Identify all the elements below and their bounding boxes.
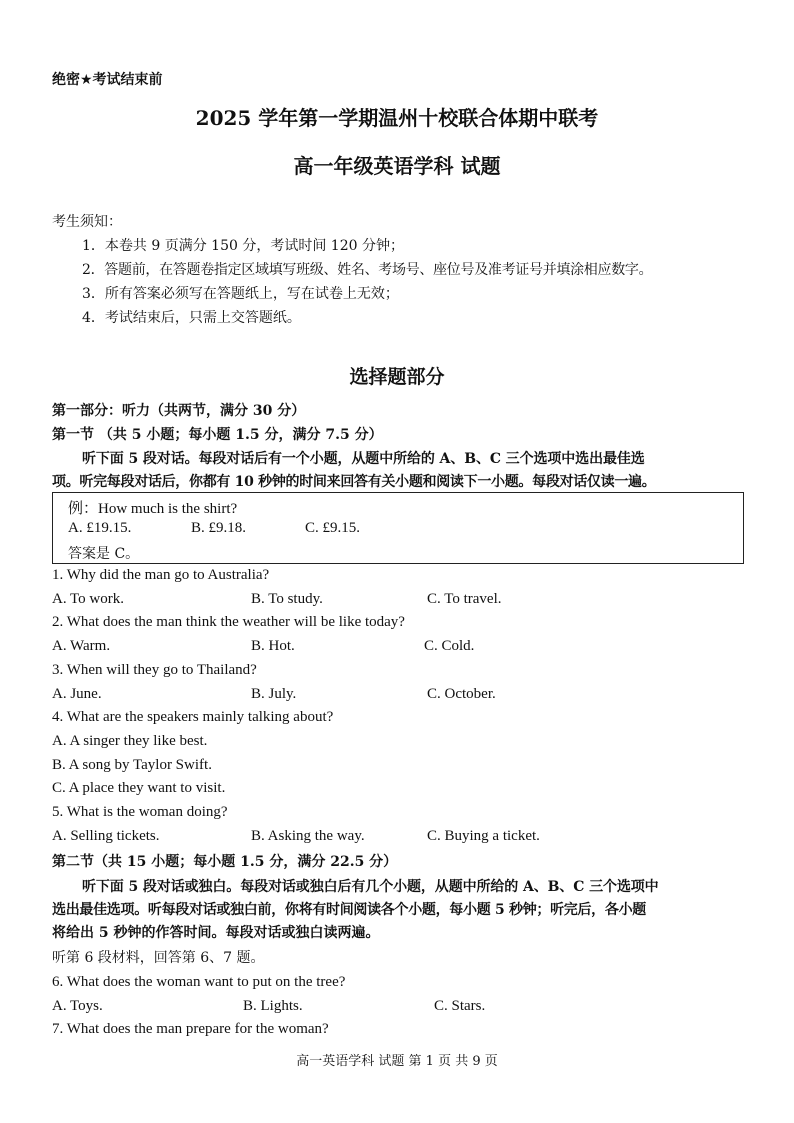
exam-title: 2025 学年第一学期温州十校联合体期中联考 [195,106,599,130]
q4-option-a: A. A singer they like best. [52,733,208,749]
section1-heading: 第一节 （共 5 小题；每小题 1.5 分，满分 7.5 分） [52,427,383,443]
example-box [52,492,744,564]
section1-instruction-line2: 项。听完每段对话后，你都有 10 秒钟的时间来回答有关小题和阅读下一小题。每段对话仅读一遍。 [52,474,656,490]
exam-subtitle: 高一年级英语学科 试题 [293,154,501,178]
confidential-label: 绝密★考试结束前 [52,72,163,88]
q4-option-b: B. A song by Taylor Swift. [52,757,212,773]
q5-option-c: C. Buying a ticket. [427,828,540,844]
q1-option-b: B. To study. [251,591,323,607]
example-question: 例：How much is the shirt? [68,501,238,517]
notice-item-1: 1．本卷共 9 页满分 150 分，考试时间 120 分钟； [82,238,404,254]
q1-option-c: C. To travel. [427,591,502,607]
q6-option-c: C. Stars. [434,998,486,1014]
question-1: 1. Why did the man go to Australia? [52,567,270,583]
question-5: 5. What is the woman doing? [52,804,228,820]
section2-instruction-line3: 将给出 5 秒钟的作答时间。每段对话或独白读两遍。 [52,925,380,941]
q2-option-c: C. Cold. [424,638,475,654]
q5-option-a: A. Selling tickets. [52,828,160,844]
question-4: 4. What are the speakers mainly talking about? [52,709,334,725]
notice-heading: 考生须知： [52,214,122,230]
question-7: 7. What does the man prepare for the woman? [52,1021,329,1037]
section2-instruction-line2: 选出最佳选项。听每段对话或独白前，你将有时间阅读各个小题，每小题 5 秒钟；听完后，各小题 [52,902,646,918]
example-option-c: C. £9.15. [305,520,361,536]
notice-item-2: 2．答题前，在答题卷指定区域填写班级、姓名、考场号、座位号及准考证号并填涂相应数字。 [82,262,653,278]
q3-option-b: B. July. [251,686,297,702]
question-2: 2. What does the man think the weather will be like today? [52,614,405,630]
q3-option-c: C. October. [427,686,496,702]
question-3: 3. When will they go to Thailand? [52,662,257,678]
section2-instruction-line1: 听下面 5 段对话或独白。每段对话或独白后有几个小题，从题中所给的 A、B、C 三个选项中 [82,879,659,895]
notice-item-4: 4．考试结束后，只需上交答题纸。 [82,310,301,326]
part1-heading: 第一部分：听力（共两节，满分 30 分） [52,403,306,419]
question-6: 6. What does the woman want to put on the tree? [52,974,346,990]
q2-option-b: B. Hot. [251,638,295,654]
section2-heading: 第二节（共 15 小题；每小题 1.5 分，满分 22.5 分） [52,854,398,870]
q6-option-a: A. Toys. [52,998,103,1014]
q4-option-c: C. A place they want to visit. [52,780,226,796]
example-answer: 答案是 C。 [68,546,140,562]
q5-option-b: B. Asking the way. [251,828,365,844]
example-option-a: A. £19.15. [68,520,132,536]
section-title: 选择题部分 [349,366,445,388]
page-footer: 高一英语学科 试题 第 1 页 共 9 页 [296,1054,498,1069]
q1-option-a: A. To work. [52,591,125,607]
section1-instruction-line1: 听下面 5 段对话。每段对话后有一个小题，从题中所给的 A、B、C 三个选项中选出最佳选 [82,451,645,467]
example-option-b: B. £9.18. [191,520,247,536]
q3-option-a: A. June. [52,686,102,702]
material-note: 听第 6 段材料，回答第 6、7 题。 [52,950,265,966]
q2-option-a: A. Warm. [52,638,111,654]
notice-item-3: 3．所有答案必须写在答题纸上，写在试卷上无效； [82,286,399,302]
q6-option-b: B. Lights. [243,998,303,1014]
